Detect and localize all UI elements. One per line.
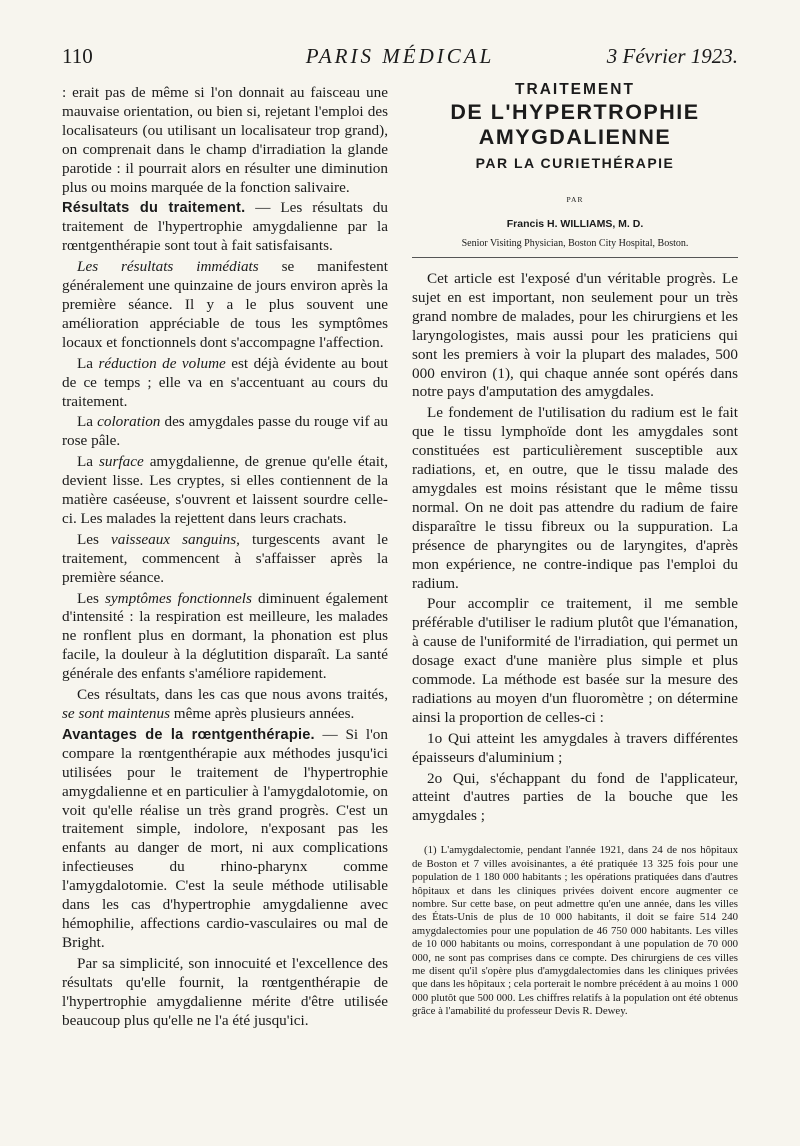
article-title-line3: AMYGDALIENNE bbox=[478, 125, 672, 149]
article-title-line2: DE L'HYPERTROPHIE bbox=[450, 100, 700, 124]
issue-date: 3 Février 1923. bbox=[606, 44, 738, 68]
divider bbox=[412, 257, 738, 258]
article-title-block bbox=[412, 80, 738, 250]
paragraph: Pour accomplir ce traitement, il me semble préférable d'utiliser le radium plutôt que l'émanation, à cause de l'uniformité de l'irradiation, qui permet un dosage exact d'une manière plus simple et plus commode. La méthode est basée sur la mesure des radiations au moyen d'un fluoromètre ; on détermine ainsi la proportion de celles-ci : bbox=[412, 595, 738, 726]
byline-par: PAR bbox=[566, 195, 584, 204]
paragraph: La coloration des amygdales passe du rouge vif au rose pâle. bbox=[62, 413, 388, 450]
article-title-line1: TRAITEMENT bbox=[515, 81, 635, 98]
paragraph: La surface amygdalienne, de grenue qu'elle était, devient lisse. Les cryptes, si elles contiennent de la matière caséeuse, s'ouvrent et laissent sourdre celle-ci. Les malades la rejettent dans leurs crachats. bbox=[62, 453, 388, 527]
footnote-text: (1) L'amygdalectomie, pendant l'année 1921, dans 24 de nos hôpitaux de Boston et 7 villes avoisinantes, a été pratiquée 13 325 fois pour une population de 1 180 000 habitants ; les opérations pratiquées dans d'autres hôpitaux et dans les cliniques privées doivent encore augmenter ce nombre. Sur cette base, on peut admettre qu'en une année, dans les villes des États-Unis de plus de 10 000 habitants, il doit se faire 514 240 amygdalectomies pour une population de 46 750 000 habitants. Les villes de 10 000 habitants ou moins, correspondant à une population de 70 000 000, ne sont pas comprises dans ce compte. Des chirurgiens de ces villes me disent qu'il s'opère plus d'amygdalectomies dans les cliniques privées que dans les hôpitaux ; cela porterait le nombre précédent à au moins 1 000 000 plutôt que 500 000. Les chiffres relatifs à la population ont été obtenus grâce à l'amabilité du professeur Devis R. Dewey. bbox=[412, 844, 738, 1018]
paragraph: La réduction de volume est déjà évidente au bout de ce temps ; elle va en s'accentuant au cours du traitement. bbox=[62, 354, 388, 410]
page-number: 110 bbox=[62, 44, 93, 68]
paragraph: Les symptômes fonctionnels diminuent également d'intensité : la respiration est meilleure, les malades ne ronflent plus en dormant, la phonation est plus facile, la douleur à la déglutition disparaît. La santé générale des enfants s'améliore rapidement. bbox=[62, 589, 388, 683]
right-column bbox=[412, 80, 738, 1019]
paragraph: Cet article est l'exposé d'un véritable progrès. Le sujet en est important, non seulement pour un très grand nombre de malades, pour les chirurgiens et les laryngologistes, mais aussi pour les praticiens qui sont les premiers à voir la plupart des malades, 500 000 environ (1), qui chaque année sont opérés dans notre pays d'amputation des amygdales. bbox=[412, 270, 738, 401]
footnote bbox=[412, 844, 738, 1018]
page-header bbox=[62, 44, 738, 72]
paragraph: 2o Qui, s'échappant du fond de l'applicateur, atteint d'autres parties de la bouche que les amygdales ; bbox=[412, 769, 738, 825]
left-column: : erait pas de même si l'on donnait au faisceau une mauvaise orientation, ou bien si, rejetant l'emploi des localisateurs (ou utilisant un localisateur trop grand), on comprenait dans le champ d'irradiation la glande parotide : il pourrait alors en résulter une diminution plus ou moins marquée de la fonction salivaire. Résultats du traitement. — Les résultats du traitement de l'hypertrophie amygdalienne par la rœntgenthérapie sont tout à fait satisfaisants. Les résultats immédiats se manifestent généralement une quinzaine de jours environ après la première séance. Il y a le plus souvent une amélioration appréciable de tous les symptômes locaux et fonctionnels dont s'accompagne l'affection. La réduction de volume est déjà évidente au bout de ce temps ; elle va en s'accentuant au cours du traitement. La coloration des amygdales passe du rouge vif au rose pâle. La surface amygdalienne, de grenue qu'elle était, devient lisse. Les cryptes, si elles contiennent de la matière caséeuse, s'ouvrent et laissent sourdre celle-ci. Les malades la rejettent dans leurs crachats. Les vaisseaux sanguins, turgescents avant le traitement, commencent à s'affaisser après la première séance. Les symptômes fonctionnels diminuent également d'intensité : la respiration est meilleure, les malades ne ronflent plus en dormant, la phonation est plus facile, la douleur à la déglutition disparaît. La santé générale des enfants s'améliore rapidement. Ces résultats, dans les cas que nous avons traités, se sont maintenus même après plusieurs années. Avantages de la rœntgenthérapie. — Si l'on compare la rœntgenthérapie aux méthodes jusqu'ici utilisées pour le traitement de l'hypertrophie amygdalienne et en particulier à l'amygdalotomie, on voit qu'elle réalise un très grand progrès. C'est un traitement simple, indolore, n'exposant pas les enfants au danger de mort, ni aux complications infectieuses du rhino-pharynx comme l'amygdalotomie. C'est la seule méthode utilisable dans les cas d'hypertrophie amygdalienne avec hémophilie, affections cardio-vasculaires ou mal de Bright. Par sa simplicité, son innocuité et l'excellence des résultats qu'elle fournit, la rœntgenthérapie de l'hypertrophie amygdalienne mérite d'être utilisée beaucoup plus qu'elle ne l'a été jusqu'ici. bbox=[62, 84, 388, 1029]
paragraph: Les vaisseaux sanguins, turgescents avant le traitement, commencent à s'affaisser après la première séance. bbox=[62, 530, 388, 586]
paragraph: 1o Qui atteint les amygdales à travers différentes épaisseurs d'aluminium ; bbox=[412, 729, 738, 766]
paragraph: Les résultats immédiats se manifestent généralement une quinzaine de jours environ après la première séance. Il y a le plus souvent une amélioration appréciable de tous les symptômes locaux et fonctionnels dont s'accompagne l'affection. bbox=[62, 258, 388, 351]
paragraph: Par sa simplicité, son innocuité et l'excellence des résultats qu'elle fournit, la rœntgenthérapie de l'hypertrophie amygdalienne mérite d'être utilisée beaucoup plus qu'elle ne l'a été jusqu'ici. bbox=[62, 954, 388, 1029]
author-affiliation: Senior Visiting Physician, Boston City Hospital, Boston. bbox=[461, 238, 689, 249]
author-name: Francis H. WILLIAMS, M. D. bbox=[506, 218, 644, 230]
article-subtitle: PAR LA CURIETHÉRAPIE bbox=[475, 155, 675, 171]
paragraph: Le fondement de l'utilisation du radium est le fait que le tissu lymphoïde dont les amygdales sont constituées est particulièrement susceptible aux radiations, et, en outre, que le tissu malade des amygdales est moins résistant que le même tissu normal. On ne doit pas attendre du radium de faire disparaître le tissu fibreux ou la suppuration. La présence de pharyngites ou de laryngites, d'après mon expérience, ne contre-indique pas l'emploi du radium. bbox=[412, 404, 738, 592]
section-heading-resultats: Résultats du traitement. bbox=[62, 200, 246, 217]
paragraph: Ces résultats, dans les cas que nous avons traités, se sont maintenus même après plusieurs années. bbox=[62, 686, 388, 722]
journal-title: PARIS MÉDICAL bbox=[305, 44, 495, 68]
section-heading-avantages: Avantages de la rœntgenthérapie. bbox=[62, 726, 315, 743]
paragraph: : erait pas de même si l'on donnait au faisceau une mauvaise orientation, ou bien si, rejetant l'emploi des localisateurs (ou utilisant un localisateur trop grand), on comprenait dans le champ d'irradiation la glande parotide : il pourrait alors en résulter une diminution plus ou moins marquée de la fonction salivaire. bbox=[62, 84, 388, 196]
